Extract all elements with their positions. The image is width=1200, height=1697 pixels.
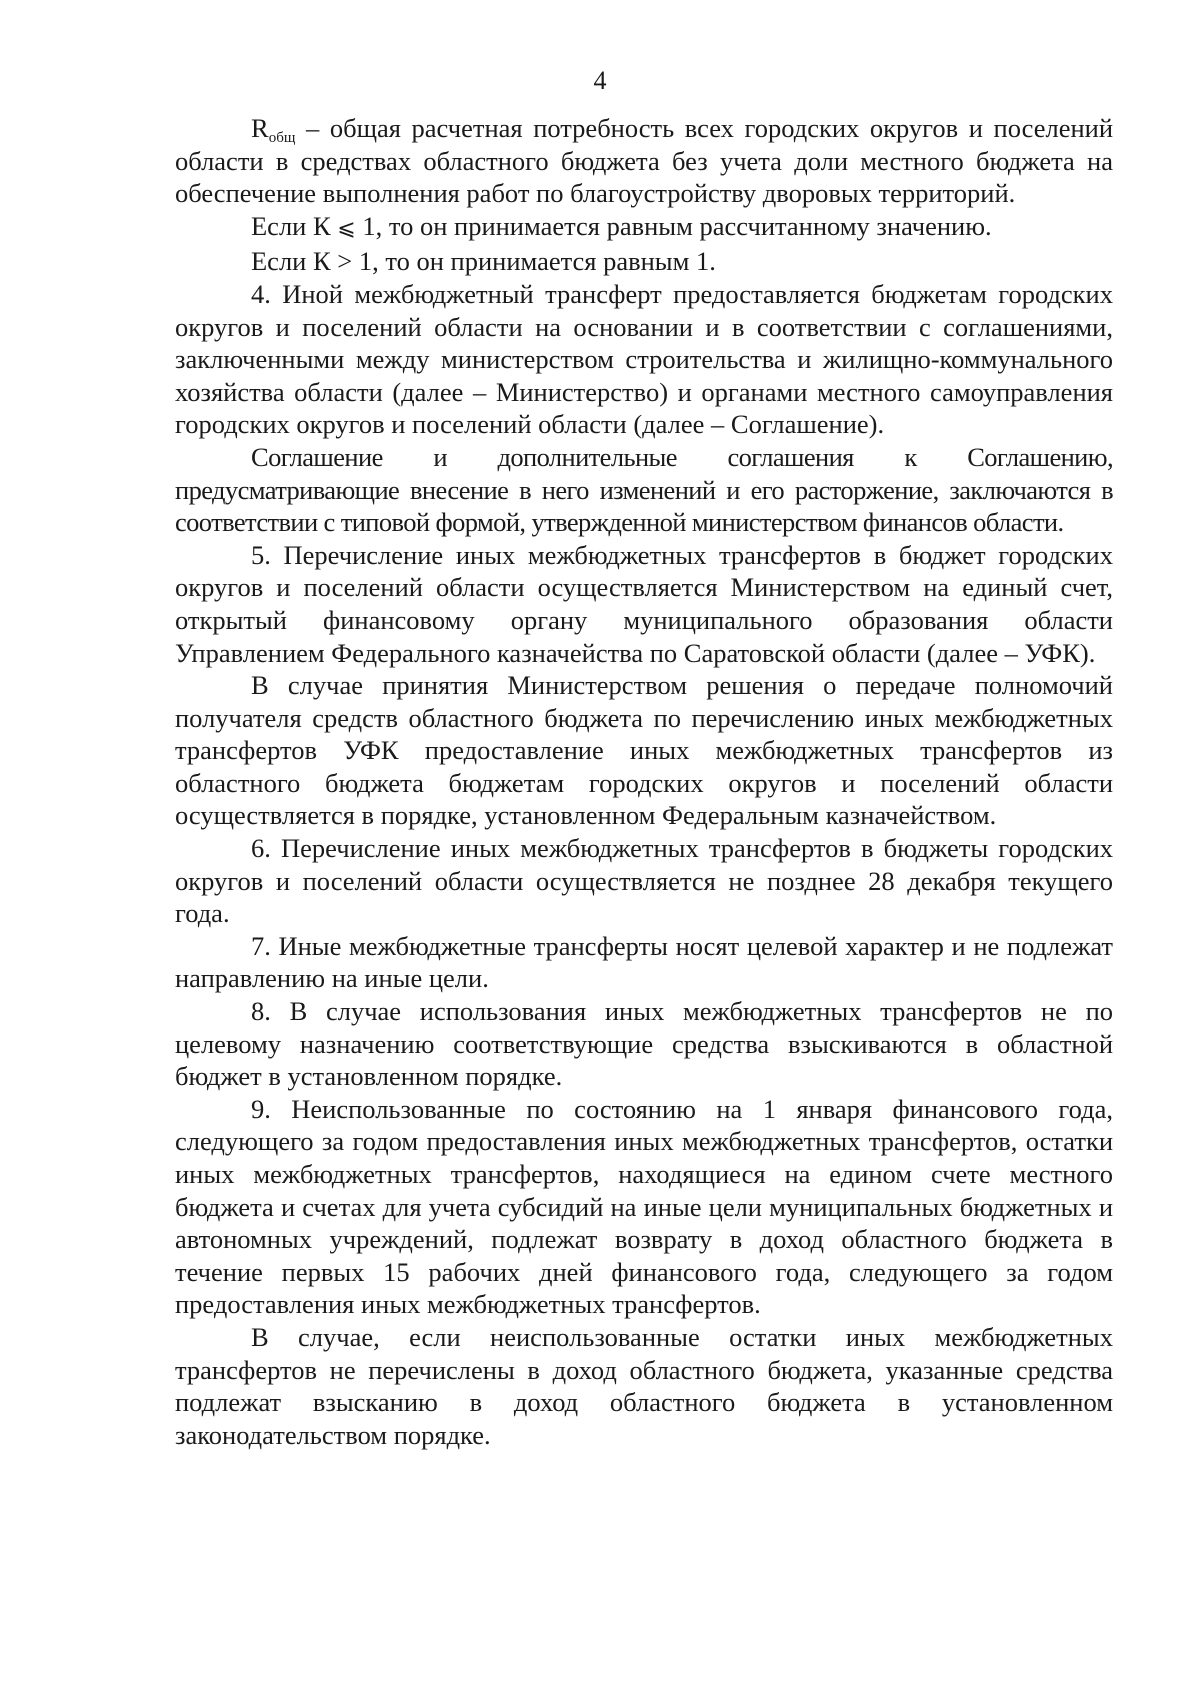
greater-symbol: > xyxy=(337,246,353,277)
less-equal-symbol: ⩽ xyxy=(337,215,356,241)
paragraph-k-le-one xyxy=(175,210,1113,246)
paragraph-item-9: 9. Неиспользованные по состоянию на 1 января финансового года, следующего за годом предоставления иных межбюджетных трансфертов, остатки иных межбюджетных трансфертов, находящиеся на едином счете местного бюджета и счетах для учета субсидий на иные цели муниципальных бюджетных и автономных учреждений, подлежат возврату в доход областного бюджета в течение первых 15 рабочих дней финансового года, следующего за годом предоставления иных межбюджетных трансфертов. xyxy=(175,1093,1113,1320)
paragraph-return-funds: В случае, если неиспользованные остатки иных межбюджетных трансфертов не перечислены в доход областного бюджета, указанные средства подлежат взысканию в доход областного бюджета в установленном законодательством порядке. xyxy=(175,1321,1113,1450)
k-condition-lead: Если К xyxy=(251,210,338,241)
k-condition-lead: Если К xyxy=(251,246,338,277)
paragraph-r-definition xyxy=(175,112,1113,210)
paragraph-item-8: 8. В случае использования иных межбюджетных трансфертов не по целевому назначению соответствующие средства взыскиваются в областной бюджет в установленном порядке. xyxy=(175,996,1113,1092)
paragraph-ufk-authority: В случае принятия Министерством решения о передаче полномочий получателя средств областного бюджета по перечислению иных межбюджетных трансфертов УФК предоставление иных межбюджетных трансфертов из областного бюджета бюджетам городских округов и поселений области осуществляется в порядке, установленном Федеральным казначейством. xyxy=(175,670,1113,831)
r-definition-text: – общая расчетная потребность всех городских округов и поселений области в средствах областного бюджета без учета доли местного бюджета на обеспечение выполнения работ по благоустройству дворовых территорий. xyxy=(175,113,1113,209)
paragraph-item-5: 5. Перечисление иных межбюджетных трансфертов в бюджет городских округов и поселений области осуществляется Министерством на единый счет, открытый финансовому органу муниципального образования области Управлением Федерального казначейства по Саратовской области (далее – УФК). xyxy=(175,539,1113,668)
document-body xyxy=(175,112,1113,1451)
k-condition-rest: 1, то он принимается равным 1. xyxy=(352,246,716,277)
paragraph-item-7: 7. Иные межбюджетные трансферты носят целевой характер и не подлежат направлению на иные цели. xyxy=(175,930,1113,994)
paragraph-k-gt-one xyxy=(175,245,1113,278)
k-condition-rest: 1, то он принимается равным рассчитанному значению. xyxy=(355,210,992,241)
paragraph-item-6: 6. Перечисление иных межбюджетных трансфертов в бюджеты городских округов и поселений области осуществляется не позднее 28 декабря текущего года. xyxy=(175,833,1113,929)
paragraph-agreement: Соглашение и дополнительные соглашения к Соглашению, предусматривающие внесение в него изменений и его расторжение, заключаются в соответствии с типовой формой, утвержденной министерством финансов области. xyxy=(175,441,1113,538)
r-subscript: общ xyxy=(268,130,296,146)
paragraph-item-4: 4. Иной межбюджетный трансферт предоставляется бюджетам городских округов и поселений области на основании и в соответствии с соглашениями, заключенными между министерством строительства и жилищно-коммунального хозяйства области (далее – Министерство) и органами местного самоуправления городских округов и поселений области (далее – Соглашение). xyxy=(175,278,1113,440)
page-number: 4 xyxy=(593,66,607,95)
r-symbol: R xyxy=(251,113,269,143)
